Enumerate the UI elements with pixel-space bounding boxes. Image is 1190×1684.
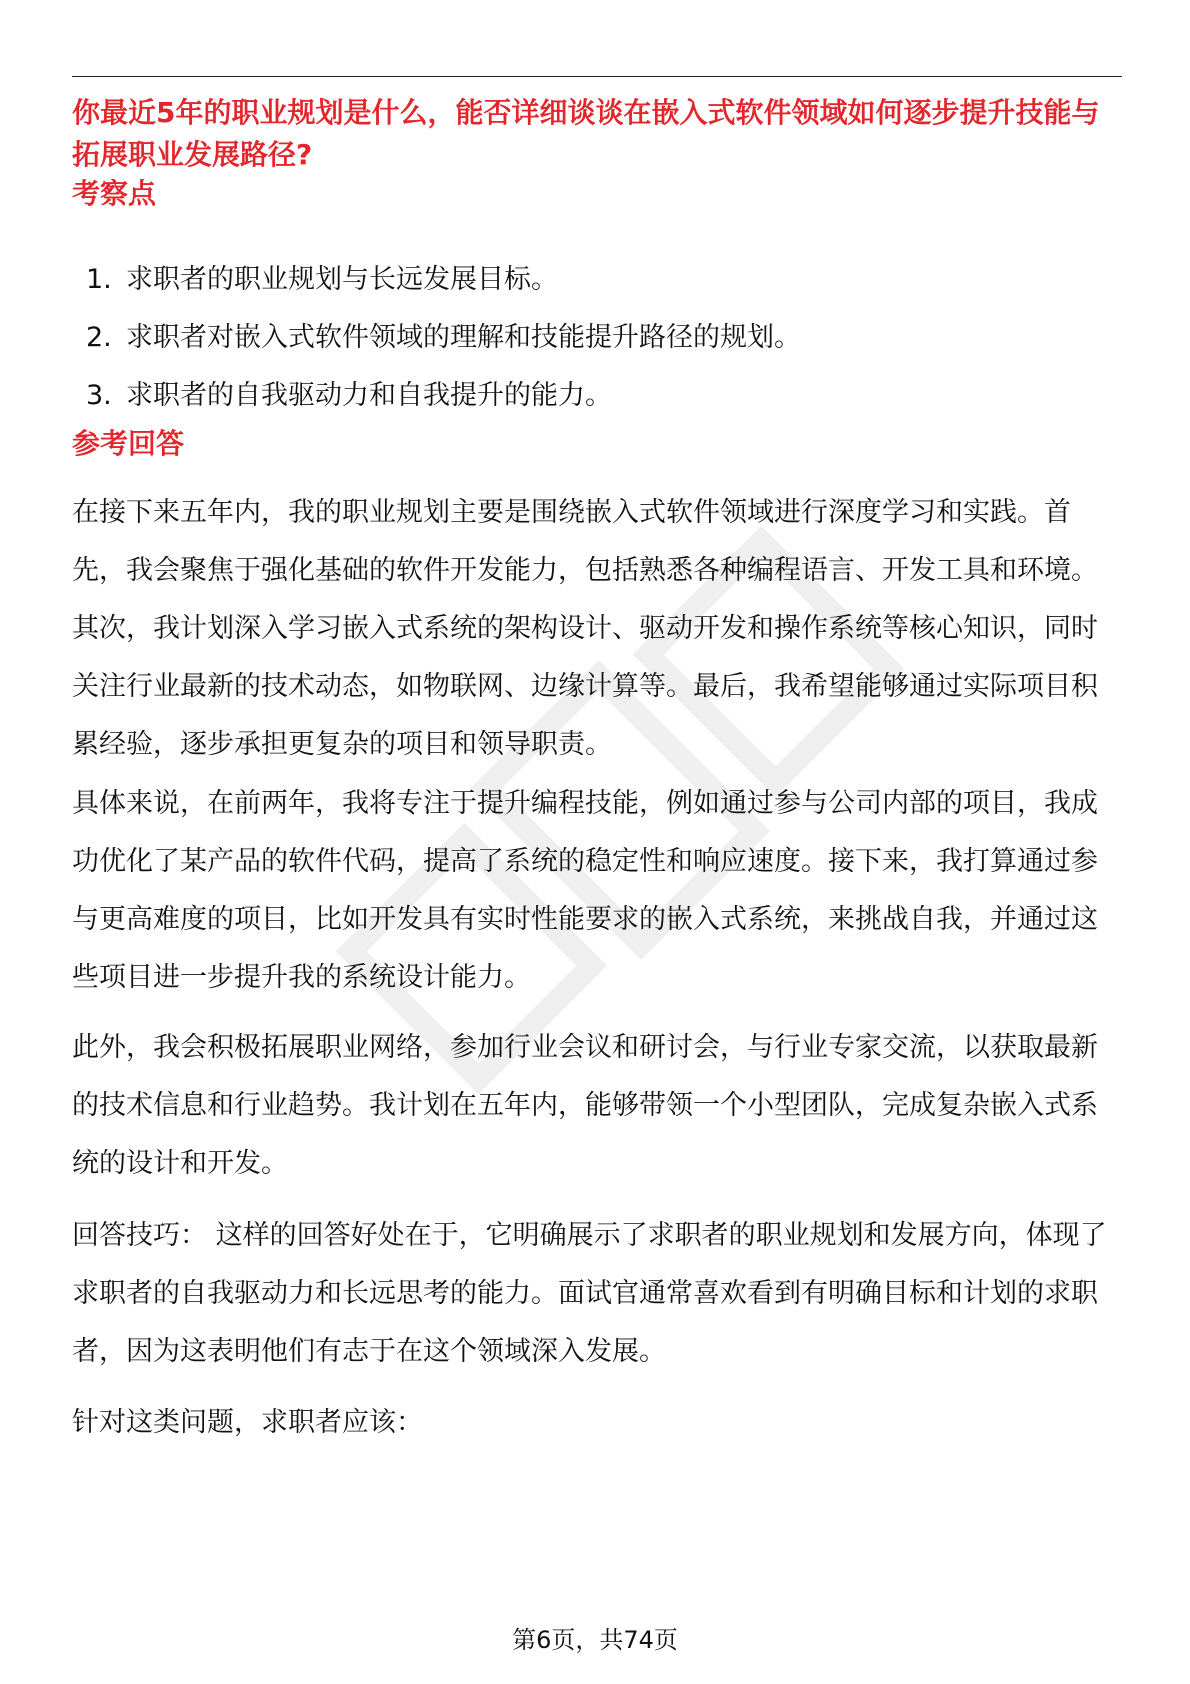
- points-list: [72, 260, 1122, 434]
- answer-paragraph-3: 此外，我会积极拓展职业网络，参加行业会议和研讨会，与行业专家交流，以获取最新的技术信息和行业趋势。我计划在五年内，能够带领一个小型团队，完成复杂嵌入式系统的设计和开发。: [72, 1032, 1098, 1179]
- list-item-number: 2.: [86, 322, 112, 353]
- points-heading: 考察点: [72, 177, 157, 210]
- list-item-text: 求职者的职业规划与长远发展目标。: [126, 264, 558, 295]
- question-title: 你最近5年的职业规划是什么，能否详细谈谈在嵌入式软件领域如何逐步提升技能与拓展职业发展路径?: [72, 96, 1100, 171]
- answer-closing-line: 针对这类问题，求职者应该：: [72, 1407, 423, 1438]
- list-item: [72, 376, 1122, 434]
- list-item-number: 3.: [86, 380, 112, 411]
- top-divider: [72, 76, 1122, 77]
- list-item-text: 求职者对嵌入式软件领域的理解和技能提升路径的规划。: [126, 322, 801, 353]
- page-number-footer: 第6页，共74页: [512, 1626, 678, 1654]
- document-page: [72, 0, 1122, 1684]
- answer-tips-paragraph: 回答技巧： 这样的回答好处在于，它明确展示了求职者的职业规划和发展方向，体现了求职者的自我驱动力和长远思考的能力。面试官通常喜欢看到有明确目标和计划的求职者，因为这表明他们有志于在这个领域深入发展。: [72, 1220, 1107, 1367]
- list-item-text: 求职者的自我驱动力和自我提升的能力。: [126, 380, 612, 411]
- list-item-number: 1.: [86, 264, 112, 295]
- list-item: [72, 318, 1122, 376]
- list-item: [72, 260, 1122, 318]
- answer-paragraph-1: 在接下来五年内，我的职业规划主要是围绕嵌入式软件领域进行深度学习和实践。首先，我会聚焦于强化基础的软件开发能力，包括熟悉各种编程语言、开发工具和环境。其次，我计划深入学习嵌入式系统的架构设计、驱动开发和操作系统等核心知识，同时关注行业最新的技术动态，如物联网、边缘计算等。最后，我希望能够通过实际项目积累经验，逐步承担更复杂的项目和领导职责。: [72, 497, 1098, 760]
- answer-heading: 参考回答: [72, 427, 185, 460]
- answer-paragraph-2: 具体来说，在前两年，我将专注于提升编程技能，例如通过参与公司内部的项目，我成功优化了某产品的软件代码，提高了系统的稳定性和响应速度。接下来，我打算通过参与更高难度的项目，比如开发具有实时性能要求的嵌入式系统，来挑战自我，并通过这些项目进一步提升我的系统设计能力。: [72, 788, 1098, 993]
